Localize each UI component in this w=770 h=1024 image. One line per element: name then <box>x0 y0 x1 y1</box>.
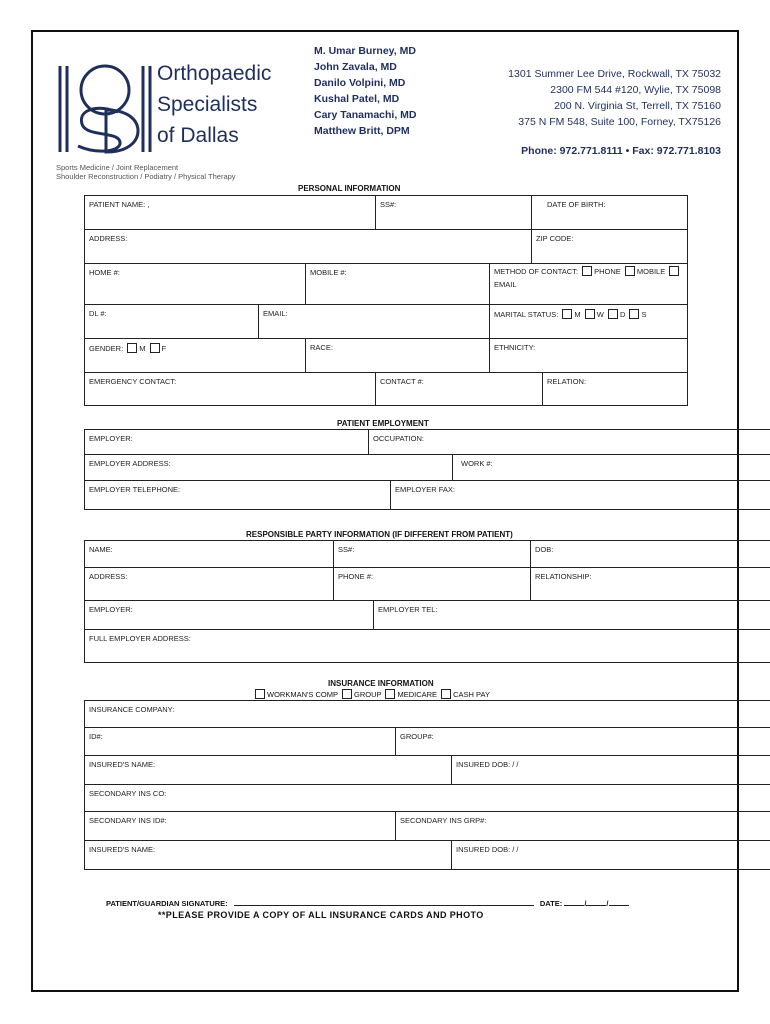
responsible-party-table <box>84 540 770 663</box>
marital-s-label: S <box>641 310 647 319</box>
doctor-name: Matthew Britt, DPM <box>314 125 410 137</box>
insurance-id-field[interactable]: ID#: <box>85 728 396 756</box>
employment-table <box>84 429 770 510</box>
practice-name-line: Specialists <box>157 93 258 116</box>
medicare-label: MEDICARE <box>397 690 438 699</box>
tagline-line: Sports Medicine / Joint Replacement <box>56 163 179 172</box>
ss-field[interactable]: SS#: <box>376 196 532 230</box>
office-address: 2300 FM 544 #120, Wylie, TX 75098 <box>550 84 721 96</box>
practice-logo <box>56 58 296 181</box>
signature-row <box>106 898 629 908</box>
insured-dob-field[interactable]: INSURED DOB: / / <box>452 756 770 785</box>
rp-employer-tel-field[interactable]: EMPLOYER TEL: <box>374 601 770 630</box>
employment-title: PATIENT EMPLOYMENT <box>337 419 429 428</box>
patient-name-field[interactable]: PATIENT NAME: , <box>85 196 376 230</box>
doctor-name: Cary Tanamachi, MD <box>314 109 417 121</box>
email-field[interactable]: EMAIL: <box>259 305 490 339</box>
doctor-name: John Zavala, MD <box>314 61 397 73</box>
marital-m-label: M <box>574 310 581 319</box>
personal-info-table <box>84 195 688 406</box>
workmans-comp-label: WORKMAN'S COMP <box>267 690 338 699</box>
rp-full-employer-address-field[interactable]: FULL EMPLOYER ADDRESS: <box>85 630 770 663</box>
office-address: 375 N FM 548, Suite 100, Forney, TX75126 <box>518 116 721 128</box>
work-phone-field[interactable]: WORK #: <box>453 455 770 481</box>
group-label: GROUP <box>353 690 382 699</box>
rp-phone-field[interactable]: PHONE #: <box>334 568 531 601</box>
insurance-group-field[interactable]: GROUP#: <box>396 728 770 756</box>
cash-pay-label: CASH PAY <box>453 690 490 699</box>
ethnicity-field[interactable]: ETHNICITY: <box>490 339 688 373</box>
cash-pay-checkbox[interactable] <box>441 689 451 699</box>
relation-field[interactable]: RELATION: <box>543 373 688 406</box>
mobile-option-label: MOBILE <box>636 267 666 276</box>
gender-m-label: M <box>139 344 146 353</box>
rp-address-field[interactable]: ADDRESS: <box>85 568 334 601</box>
phone-fax-line: Phone: 972.771.8111 • Fax: 972.771.8103 <box>521 145 721 157</box>
date-separator: / <box>584 899 587 908</box>
gender-m-checkbox[interactable] <box>127 343 137 353</box>
practice-name-line: Orthopaedic <box>157 62 272 85</box>
doctor-name: Kushal Patel, MD <box>314 93 400 105</box>
practice-name <box>157 58 271 151</box>
emergency-contact-field[interactable]: EMERGENCY CONTACT: <box>85 373 376 406</box>
employer-telephone-field[interactable]: EMPLOYER TELEPHONE: <box>85 481 391 510</box>
practice-tagline <box>56 163 236 181</box>
office-address: 1301 Summer Lee Drive, Rockwall, TX 75032 <box>508 68 721 80</box>
signature-line[interactable] <box>234 898 534 906</box>
doctor-list <box>314 43 417 139</box>
secondary-ins-grp-field[interactable]: SECONDARY INS GRP#: <box>396 812 770 841</box>
date-separator: / <box>606 899 609 908</box>
phone-checkbox[interactable] <box>582 266 592 276</box>
marital-w-checkbox[interactable] <box>585 309 595 319</box>
address-field[interactable]: ADDRESS: <box>85 230 532 264</box>
marital-w-label: W <box>596 310 604 319</box>
secondary-insured-name-field[interactable]: INSURED'S NAME: <box>85 841 452 870</box>
office-addresses <box>508 66 721 130</box>
dob-field[interactable]: DATE OF BIRTH: <box>532 196 688 230</box>
gender-field[interactable] <box>85 339 306 373</box>
secondary-ins-id-field[interactable]: SECONDARY INS ID#: <box>85 812 396 841</box>
contact-method-field[interactable] <box>490 264 688 305</box>
marital-status-label: MARITAL STATUS: <box>494 310 559 319</box>
rp-employer-field[interactable]: EMPLOYER: <box>85 601 374 630</box>
race-field[interactable]: RACE: <box>306 339 490 373</box>
rp-ss-field[interactable]: SS#: <box>334 541 531 568</box>
insurance-card-notice: **PLEASE PROVIDE A COPY OF ALL INSURANCE CARDS AND PHOTO <box>158 910 484 920</box>
group-checkbox[interactable] <box>342 689 352 699</box>
workmans-comp-checkbox[interactable] <box>255 689 265 699</box>
marital-status-field[interactable] <box>490 305 688 339</box>
medicare-checkbox[interactable] <box>385 689 395 699</box>
employer-field[interactable]: EMPLOYER: <box>85 430 369 455</box>
home-phone-field[interactable]: HOME #: <box>85 264 306 305</box>
date-label: DATE: <box>539 899 563 908</box>
zip-field[interactable]: ZIP CODE: <box>532 230 688 264</box>
rp-dob-field[interactable]: DOB: <box>531 541 770 568</box>
contact-number-field[interactable]: CONTACT #: <box>376 373 543 406</box>
responsible-party-title: RESPONSIBLE PARTY INFORMATION (IF DIFFERENT FROM PATIENT) <box>246 530 513 539</box>
date-day-blank[interactable] <box>586 898 609 908</box>
secondary-ins-co-field[interactable]: SECONDARY INS CO: <box>85 785 770 812</box>
dl-field[interactable]: DL #: <box>85 305 259 339</box>
occupation-field[interactable]: OCCUPATION: <box>369 430 770 455</box>
contact-method-label: METHOD OF CONTACT: <box>494 267 579 276</box>
osd-monogram-icon <box>56 60 154 156</box>
gender-f-label: F <box>161 344 167 353</box>
marital-s-checkbox[interactable] <box>629 309 639 319</box>
doctor-name: M. Umar Burney, MD <box>314 45 416 57</box>
insurance-title: INSURANCE INFORMATION <box>328 679 434 688</box>
phone-option-label: PHONE <box>594 267 621 276</box>
insurance-type-options <box>253 689 490 699</box>
email-checkbox[interactable] <box>669 266 679 276</box>
mobile-field[interactable]: MOBILE #: <box>306 264 490 305</box>
insurance-table <box>84 700 770 870</box>
secondary-insured-dob-field[interactable]: INSURED DOB: / / <box>452 841 770 870</box>
practice-name-line: of Dallas <box>157 124 239 147</box>
employer-address-field[interactable]: EMPLOYER ADDRESS: <box>85 455 453 481</box>
date-month-blank[interactable] <box>564 898 587 908</box>
marital-d-label: D <box>619 310 626 319</box>
insured-name-field[interactable]: INSURED'S NAME: <box>85 756 452 785</box>
rp-relationship-field[interactable]: RELATIONSHIP: <box>531 568 770 601</box>
mobile-checkbox[interactable] <box>625 266 635 276</box>
personal-info-title: PERSONAL INFORMATION <box>298 184 401 193</box>
office-address: 200 N. Virginia St, Terrell, TX 75160 <box>554 100 721 112</box>
doctor-name: Danilo Volpini, MD <box>314 77 406 89</box>
rp-name-field[interactable]: NAME: <box>85 541 334 568</box>
employer-fax-field[interactable]: EMPLOYER FAX: <box>391 481 770 510</box>
marital-m-checkbox[interactable] <box>562 309 572 319</box>
email-option-label: EMAIL <box>494 280 517 289</box>
date-year-blank[interactable] <box>609 898 629 906</box>
insurance-company-field[interactable]: INSURANCE COMPANY: <box>85 701 770 728</box>
signature-label: PATIENT/GUARDIAN SIGNATURE: <box>106 899 228 908</box>
gender-label: GENDER: <box>89 344 124 353</box>
marital-d-checkbox[interactable] <box>608 309 618 319</box>
tagline-line: Shoulder Reconstruction / Podiatry / Physical Therapy <box>56 172 236 181</box>
gender-f-checkbox[interactable] <box>150 343 160 353</box>
